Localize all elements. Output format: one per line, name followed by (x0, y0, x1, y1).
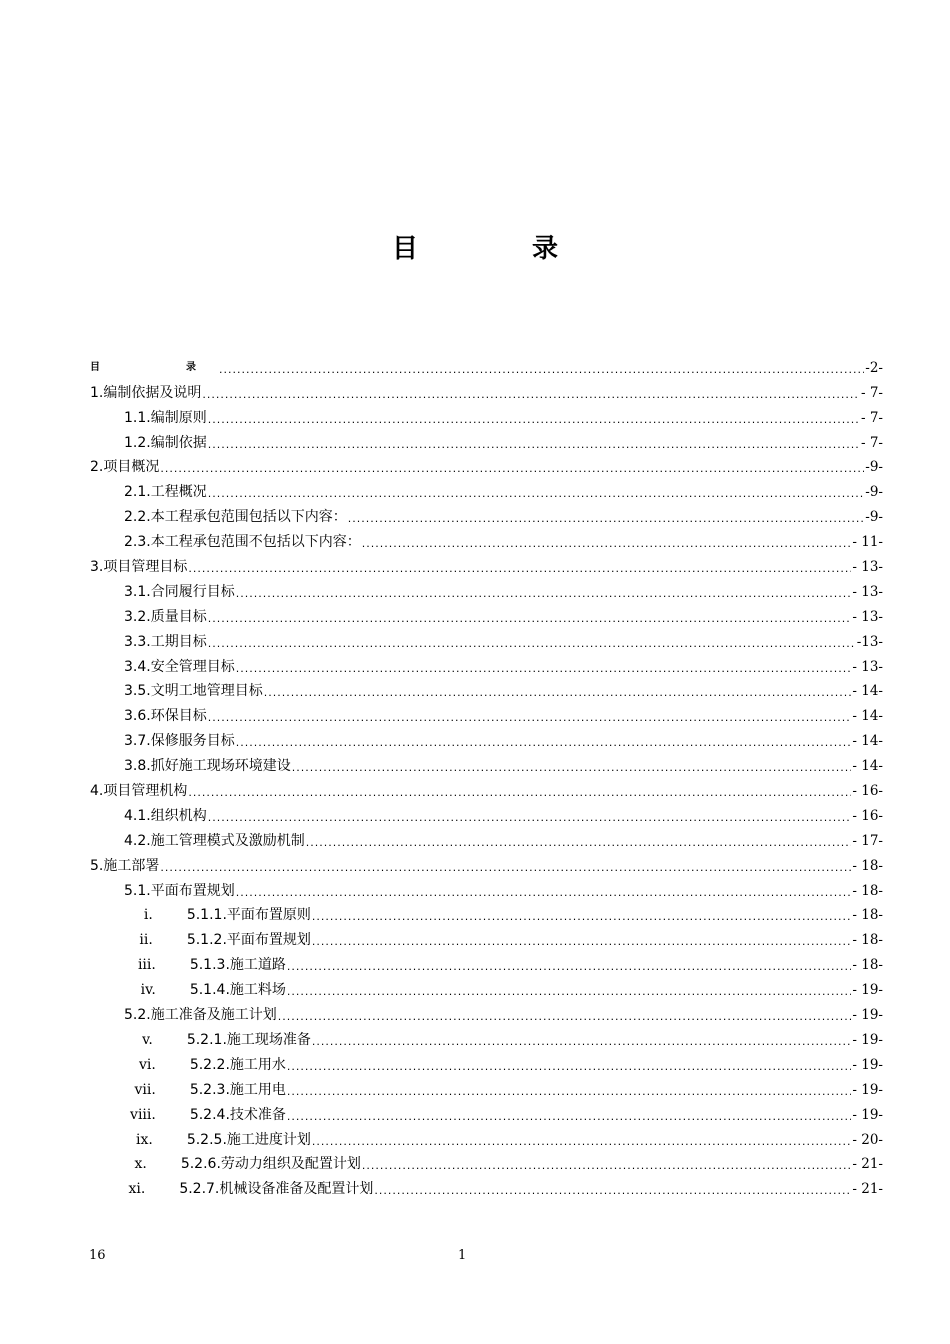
toc-entry-label: 3.1.合同履行目标 (124, 583, 235, 600)
toc-dot-leader (236, 662, 852, 676)
toc-entry[interactable] (88, 1024, 883, 1049)
toc-entry-roman-number: vi. (138, 1056, 156, 1073)
toc-entry-label: 3.6.环保目标 (124, 708, 207, 725)
toc-entry-page: -9- (865, 484, 883, 501)
toc-entry[interactable] (88, 725, 883, 750)
toc-entry-label: 3.4.安全管理目标 (124, 658, 235, 675)
toc-entry-label: 5.2.7.机械设备准备及配置计划 (179, 1181, 374, 1198)
toc-entry-page: - 13- (852, 658, 883, 675)
toc-entry[interactable] (88, 601, 883, 626)
toc-entry-roman-number: iii. (137, 957, 156, 974)
toc-entry-label: 5.2.施工准备及施工计划 (124, 1007, 277, 1024)
toc-dot-leader (278, 1010, 852, 1024)
toc-dot-leader (208, 711, 852, 725)
toc-entry[interactable] (88, 974, 883, 999)
toc-entry-page: - 14- (852, 708, 883, 725)
toc-dot-leader (292, 761, 852, 775)
toc-entry[interactable] (88, 825, 883, 850)
toc-entry-roman-number: ix. (136, 1131, 153, 1148)
toc-dot-leader (306, 836, 852, 850)
toc-dot-leader (287, 960, 852, 974)
toc-dot-leader (208, 811, 852, 825)
toc-entry-roman-number: x. (134, 1156, 147, 1173)
toc-entry[interactable] (88, 850, 883, 875)
toc-dot-leader (312, 1135, 852, 1149)
toc-entry[interactable] (88, 1074, 883, 1099)
toc-entry[interactable] (88, 1124, 883, 1149)
toc-dot-leader (287, 985, 852, 999)
toc-entry-page: - 16- (852, 783, 883, 800)
toc-entry[interactable] (88, 452, 883, 477)
toc-entry[interactable] (88, 352, 883, 377)
toc-entry[interactable] (88, 551, 883, 576)
toc-entry-page: - 13- (852, 559, 883, 576)
toc-entry-page: - 21- (852, 1181, 883, 1198)
toc-entry[interactable] (88, 949, 883, 974)
toc-entry-label: 1.1.编制原则 (124, 409, 207, 426)
toc-entry-page: - 11- (852, 534, 883, 551)
toc-entry-label: 3.5.文明工地管理目标 (124, 683, 263, 700)
toc-entry-label: 5.施工部署 (90, 857, 160, 874)
toc-entry[interactable] (88, 800, 883, 825)
toc-entry[interactable] (88, 924, 883, 949)
toc-entry-label: 5.2.5.施工进度计划 (186, 1131, 311, 1148)
toc-entry[interactable] (88, 875, 883, 900)
toc-dot-leader (208, 413, 860, 427)
toc-entry-page: - 19- (852, 1081, 883, 1098)
toc-entry-page: - 16- (852, 807, 883, 824)
toc-entry-roman-number: viii. (130, 1106, 156, 1123)
toc-entry-page: - 14- (852, 733, 883, 750)
toc-entry-label: 2.3.本工程承包范围不包括以下内容： (124, 534, 361, 551)
toc-entry-page: - 7- (860, 434, 883, 451)
toc-entry-label: 5.1.1.平面布置原则 (186, 907, 311, 924)
toc-entry-label: 5.2.1.施工现场准备 (186, 1031, 311, 1048)
toc-entry-page: -2- (865, 359, 883, 376)
toc-entry-page: - 18- (852, 907, 883, 924)
toc-dot-leader (160, 462, 864, 476)
toc-dot-leader (312, 910, 852, 924)
toc-dot-leader (287, 1060, 852, 1074)
toc-entry-label: 5.1.2.平面布置规划 (186, 932, 311, 949)
toc-dot-leader (208, 487, 865, 501)
toc-entry-label: 5.2.2.施工用水 (189, 1056, 286, 1073)
footer-page-number: 1 (458, 1248, 467, 1263)
toc-entry-label: 2.项目概况 (90, 459, 160, 476)
toc-entry-label: 1.2.编制依据 (124, 434, 207, 451)
toc-entry-roman-number: i. (143, 907, 153, 924)
toc-dot-leader (188, 786, 851, 800)
toc-entry-page: - 18- (852, 857, 883, 874)
toc-entry-label: 3.8.抓好施工现场环境建设 (124, 758, 291, 775)
toc-dot-leader (287, 1085, 852, 1099)
toc-entry[interactable] (88, 1049, 883, 1074)
toc-dot-leader (160, 861, 851, 875)
toc-entry-label: 4.1.组织机构 (124, 807, 207, 824)
toc-dot-leader (208, 438, 860, 452)
toc-entry-page: - 14- (852, 683, 883, 700)
toc-dot-leader (312, 935, 852, 949)
toc-entry-page: -9- (865, 459, 883, 476)
toc-entry-label: 2.2.本工程承包范围包括以下内容： (124, 509, 347, 526)
toc-entry-page: - 13- (852, 583, 883, 600)
toc-entry[interactable] (88, 750, 883, 775)
toc-entry-page: - 7- (860, 384, 883, 401)
toc-dot-leader (236, 736, 852, 750)
toc-dot-leader (362, 537, 852, 551)
toc-entry[interactable] (88, 700, 883, 725)
toc-entry[interactable] (88, 526, 883, 551)
toc-entry-page: - 18- (852, 932, 883, 949)
toc-entry-roman-number: xi. (128, 1181, 146, 1198)
toc-dot-leader (208, 612, 852, 626)
toc-entry-page: - 13- (852, 608, 883, 625)
toc-entry[interactable] (88, 501, 883, 526)
toc-dot-leader (188, 562, 851, 576)
toc-entry-page: - 19- (852, 982, 883, 999)
toc-entry-page: - 18- (852, 882, 883, 899)
toc-entry[interactable] (88, 576, 883, 601)
toc-entry[interactable] (88, 676, 883, 701)
toc-entry-page: - 19- (852, 1031, 883, 1048)
toc-entry-label: 4.项目管理机构 (90, 783, 188, 800)
toc-dot-leader (287, 1110, 852, 1124)
toc-entry-label: 5.1.3.施工道路 (189, 957, 286, 974)
footer-page-left: 16 (89, 1248, 106, 1263)
toc-entry[interactable] (88, 402, 883, 427)
toc-entry-label: 5.2.3.施工用电 (189, 1081, 286, 1098)
toc-dot-leader (374, 1184, 851, 1198)
toc-entry[interactable] (88, 427, 883, 452)
toc-entry-roman-number: v. (142, 1031, 153, 1048)
toc-entry[interactable] (88, 476, 883, 501)
toc-entry-page: -13- (856, 633, 883, 650)
toc-entry-page: - 20- (852, 1131, 883, 1148)
toc-dot-leader (202, 388, 860, 402)
toc-entry-page: - 19- (852, 1007, 883, 1024)
toc-entry-page: - 14- (852, 758, 883, 775)
toc-entry-label: 5.2.6.劳动力组织及配置计划 (180, 1156, 361, 1173)
toc-entry-page: - 19- (852, 1056, 883, 1073)
toc-entry-label: 3.2.质量目标 (124, 608, 207, 625)
toc-dot-leader (264, 686, 852, 700)
toc-entry-roman-number: ii. (139, 932, 153, 949)
toc-entry-label: 3.3.工期目标 (124, 633, 207, 650)
toc-dot-leader (236, 886, 852, 900)
toc-entry-roman-number: iv. (140, 982, 156, 999)
toc-dot-leader (208, 637, 856, 651)
toc-entry[interactable] (88, 377, 883, 402)
toc-dot-leader (312, 1035, 852, 1049)
toc-entry-label: 1.编制依据及说明 (90, 384, 202, 401)
toc-entry[interactable] (88, 900, 883, 925)
toc-entry-label: 3.项目管理目标 (90, 559, 188, 576)
toc-entry[interactable] (88, 1149, 883, 1174)
toc-entry-label: 4.2.施工管理模式及激励机制 (124, 832, 305, 849)
toc-dot-leader (348, 512, 865, 526)
toc-entry-label: 5.1.平面布置规划 (124, 882, 235, 899)
toc-entry[interactable] (88, 1173, 883, 1198)
table-of-contents (88, 352, 883, 1198)
toc-entry[interactable] (88, 999, 883, 1024)
toc-entry[interactable] (88, 626, 883, 651)
toc-entry-page: - 19- (852, 1106, 883, 1123)
toc-entry-page: - 7- (860, 409, 883, 426)
toc-dot-leader (219, 363, 864, 377)
toc-dot-leader (362, 1159, 852, 1173)
toc-entry-page: - 21- (852, 1156, 883, 1173)
toc-entry-label: 5.2.4.技术准备 (189, 1106, 286, 1123)
toc-dot-leader (236, 587, 852, 601)
toc-entry-roman-number: vii. (134, 1081, 156, 1098)
toc-entry-page: -9- (865, 509, 883, 526)
toc-entry-label: 2.1.工程概况 (124, 484, 207, 501)
toc-entry[interactable] (88, 651, 883, 676)
toc-entry[interactable] (88, 1099, 883, 1124)
toc-entry-page: - 17- (852, 832, 883, 849)
toc-entry-label: 5.1.4.施工料场 (189, 982, 286, 999)
page-title: 目 录 (391, 234, 602, 264)
toc-entry-label: 目 录 (90, 361, 218, 373)
toc-entry[interactable] (88, 775, 883, 800)
toc-entry-page: - 18- (852, 957, 883, 974)
toc-entry-label: 3.7.保修服务目标 (124, 733, 235, 750)
